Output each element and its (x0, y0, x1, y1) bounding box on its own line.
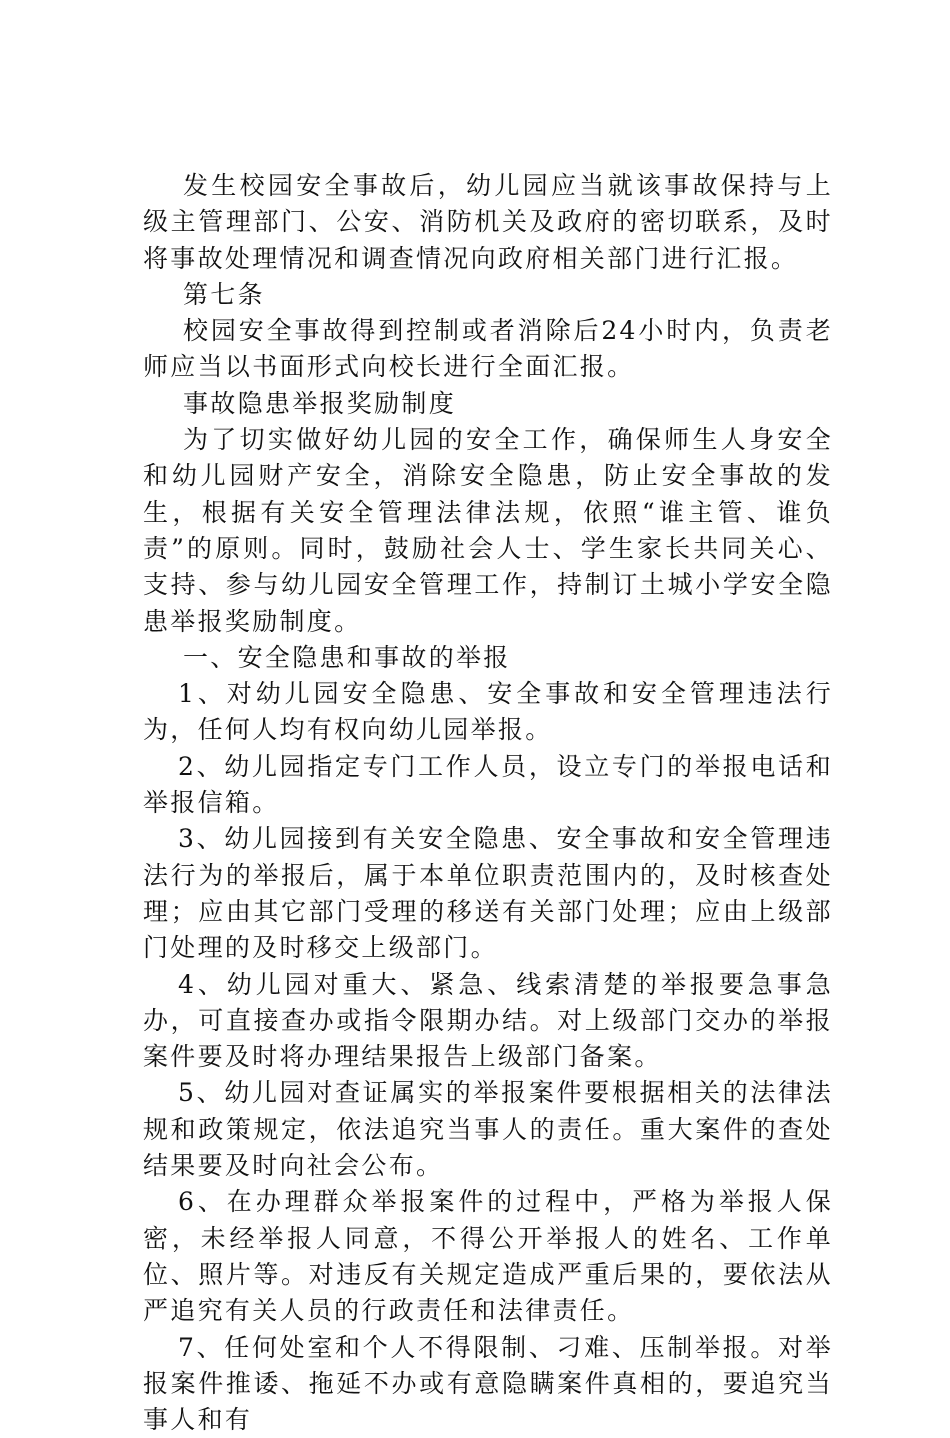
section-heading-reporting: 一、安全隐患和事故的举报 (143, 640, 833, 676)
list-item-5: 5、幼儿园对查证属实的举报案件要根据相关的法律法规和政策规定，依法追究当事人的责任。重大案件的查处结果要及时向社会公布。 (143, 1075, 833, 1184)
section-title-reward-system: 事故隐患举报奖励制度 (143, 386, 833, 422)
list-item-6: 6、在办理群众举报案件的过程中，严格为举报人保密，未经举报人同意，不得公开举报人的姓名、工作单位、照片等。对违反有关规定造成严重后果的，要依法从严追究有关人员的行政责任和法律责任。 (143, 1184, 833, 1329)
list-item-3: 3、幼儿园接到有关安全隐患、安全事故和安全管理违法行为的举报后，属于本单位职责范围内的，及时核查处理；应由其它部门受理的移送有关部门处理；应由上级部门处理的及时移交上级部门。 (143, 821, 833, 966)
paragraph-24-hour-report: 校园安全事故得到控制或者消除后24小时内，负责老师应当以书面形式向校长进行全面汇报。 (143, 313, 833, 386)
paragraph-purpose: 为了切实做好幼儿园的安全工作，确保师生人身安全和幼儿园财产安全，消除安全隐患，防止安全事故的发生，根据有关安全管理法律法规，依照“谁主管、谁负责”的原则。同时，鼓励社会人士、学生家长共同关心、支持、参与幼儿园安全管理工作，持制订土城小学安全隐患举报奖励制度。 (143, 422, 833, 640)
paragraph-accident-liaison: 发生校园安全事故后，幼儿园应当就该事故保持与上级主管理部门、公安、消防机关及政府的密切联系，及时将事故处理情况和调查情况向政府相关部门进行汇报。 (143, 168, 833, 277)
list-item-7: 7、任何处室和个人不得限制、刁难、压制举报。对举报案件推诿、拖延不办或有意隐瞒案件真相的，要追究当事人和有 (143, 1330, 833, 1438)
list-item-2: 2、幼儿园指定专门工作人员，设立专门的举报电话和举报信箱。 (143, 749, 833, 822)
list-item-1: 1、对幼儿园安全隐患、安全事故和安全管理违法行为，任何人均有权向幼儿园举报。 (143, 676, 833, 749)
article-heading-seventh: 第七条 (143, 277, 833, 313)
document-body (143, 168, 833, 1438)
list-item-4: 4、幼儿园对重大、紧急、线索清楚的举报要急事急办，可直接查办或指令限期办结。对上级部门交办的举报案件要及时将办理结果报告上级部门备案。 (143, 967, 833, 1076)
